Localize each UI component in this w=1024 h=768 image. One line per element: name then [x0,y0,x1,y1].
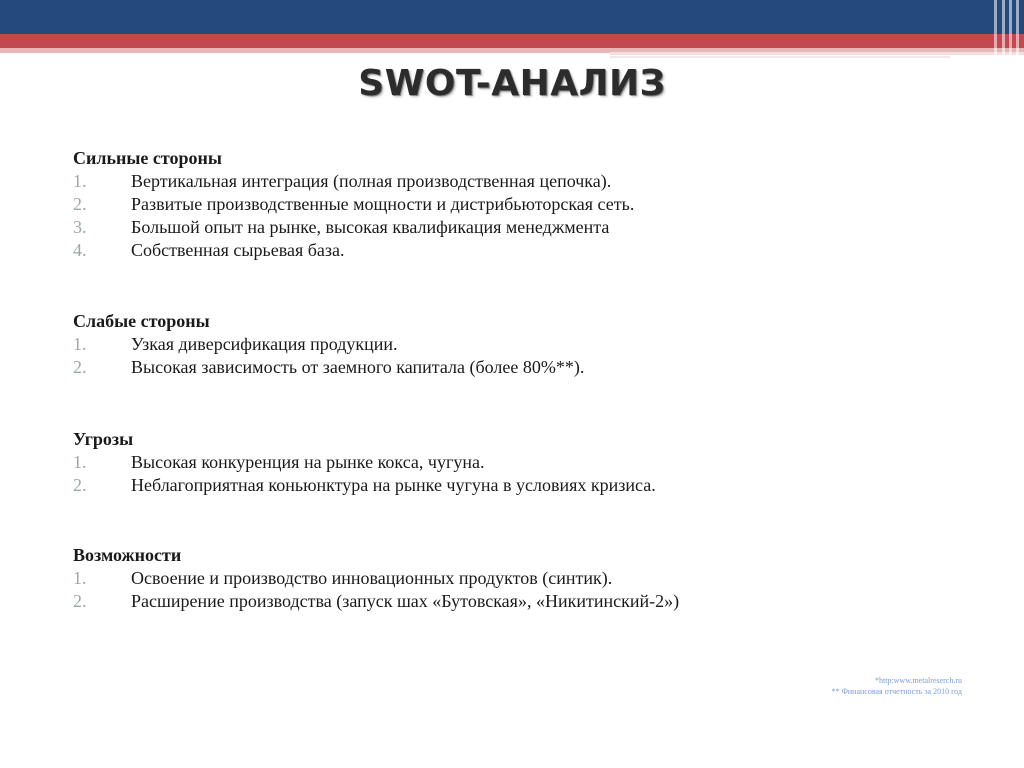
list-item [73,333,973,356]
header-decorative-stripes [992,0,1024,70]
list-number: 3. [73,217,87,237]
weaknesses-list [73,333,973,379]
section-heading: Угрозы [73,429,134,449]
list-number: 1. [73,452,87,472]
list-item-text: Развитые производственные мощности и дистрибьюторская сеть. [131,194,635,214]
header-accent-line-thin [610,56,950,58]
list-item-text: Высокая зависимость от заемного капитала (более 80%**). [131,357,585,377]
slide-title: SWOT-АНАЛИЗ [358,63,666,104]
list-item [73,356,973,379]
section-heading: Слабые стороны [73,311,210,331]
list-number: 1. [73,568,87,588]
list-item [73,451,973,474]
header-red-band [0,34,1024,48]
section-threats [73,428,973,497]
list-number: 2. [73,194,87,214]
list-number: 2. [73,475,87,495]
footnote-source: *http:www.metalreserch.ru [874,676,962,685]
footnote-note: ** Финансовая отчетность за 2010 год [831,687,962,696]
list-number: 1. [73,334,87,354]
list-item [73,474,973,497]
list-number: 4. [73,240,87,260]
list-item [73,193,973,216]
list-item [73,216,973,239]
list-item-text: Расширение производства (запуск шах «Бутовская», «Никитинский-2») [131,591,680,611]
list-item-text: Собственная сырьевая база. [131,240,345,260]
section-heading: Возможности [73,545,182,565]
list-item-text: Высокая конкуренция на рынке кокса, чугуна. [131,452,485,472]
section-weaknesses [73,310,973,379]
list-number: 2. [73,591,87,611]
section-strengths [73,147,973,262]
list-item-text: Вертикальная интеграция (полная производственная цепочка). [131,171,612,191]
threats-list [73,451,973,497]
list-item-text: Узкая диверсификация продукции. [131,334,398,354]
list-number: 1. [73,171,87,191]
strengths-list [73,170,973,262]
list-item [73,170,973,193]
opportunities-list [73,567,973,613]
header-accent-line [610,52,1024,55]
list-number: 2. [73,357,87,377]
list-item-text: Неблагоприятная коньюнктура на рынке чугуна в условиях кризиса. [131,475,656,495]
list-item [73,567,973,590]
list-item-text: Большой опыт на рынке, высокая квалификация менеджмента [131,217,610,237]
header-blue-band [0,0,1024,34]
footnotes [832,675,962,697]
section-heading: Сильные стороны [73,148,222,168]
list-item [73,590,973,613]
list-item-text: Освоение и производство инновационных продуктов (синтик). [131,568,613,588]
list-item [73,239,973,262]
section-opportunities [73,544,973,613]
